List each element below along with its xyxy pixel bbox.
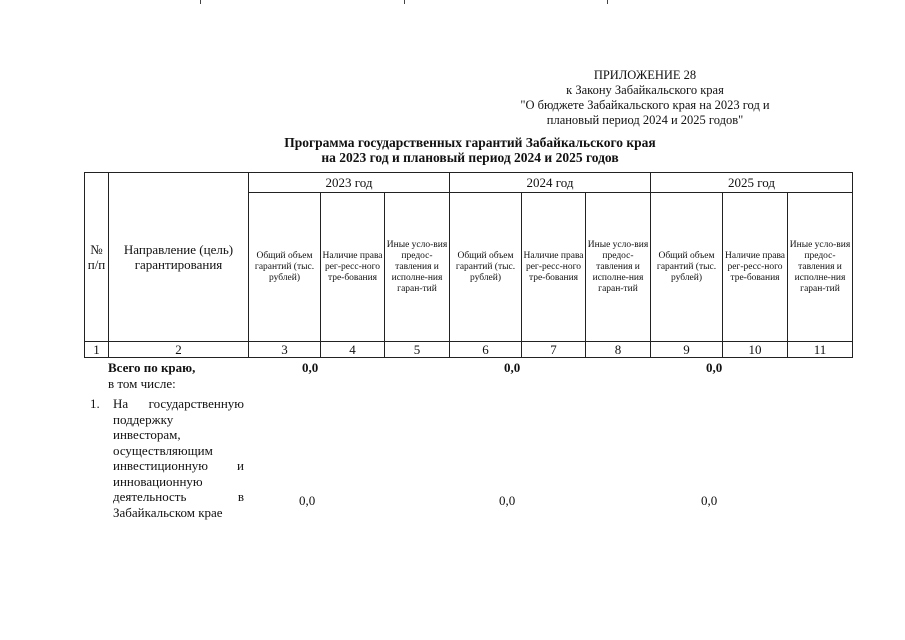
appendix-line: ПРИЛОЖЕНИЕ 28 bbox=[593, 68, 697, 82]
column-number: 1 bbox=[85, 342, 109, 358]
header-volume: Общий объем гарантий (тыс. рублей) bbox=[651, 193, 723, 342]
header-other-conditions: Иные усло-вия предос-тавления и исполне-ния гаран-тий bbox=[385, 193, 450, 342]
column-number: 5 bbox=[385, 342, 450, 358]
header-volume: Общий объем гарантий (тыс. рублей) bbox=[249, 193, 321, 342]
header-other-conditions: Иные усло-вия предос-тавления и исполне-ния гаран-тий bbox=[586, 193, 651, 342]
appendix-header bbox=[480, 68, 810, 128]
item-value-2024: 0,0 bbox=[499, 493, 516, 508]
item-value-2025: 0,0 bbox=[701, 493, 718, 508]
guarantees-table bbox=[84, 172, 853, 358]
scan-mark bbox=[404, 0, 405, 4]
appendix-line: плановый период 2024 и 2025 годов" bbox=[546, 113, 744, 127]
header-other-conditions: Иные усло-вия предос-тавления и исполне-ния гаран-тий bbox=[788, 193, 853, 342]
including-label: в том числе: bbox=[108, 376, 176, 391]
header-year-2025: 2025 год bbox=[651, 173, 853, 193]
document-title bbox=[180, 135, 760, 165]
column-number: 8 bbox=[586, 342, 651, 358]
column-number: 9 bbox=[651, 342, 723, 358]
column-number: 11 bbox=[788, 342, 853, 358]
title-line: Программа государственных гарантий Забайкальского края bbox=[284, 135, 656, 150]
column-number: 2 bbox=[109, 342, 249, 358]
title-line: на 2023 год и плановый период 2024 и 2025 годов bbox=[321, 150, 619, 165]
scan-mark bbox=[200, 0, 201, 4]
header-number: № п/п bbox=[85, 173, 109, 342]
appendix-line: к Закону Забайкальского края bbox=[566, 83, 724, 97]
item-value-2023: 0,0 bbox=[299, 493, 316, 508]
header-direction: Направление (цель) гарантирования bbox=[109, 173, 249, 342]
total-value-2023: 0,0 bbox=[302, 360, 319, 375]
total-value-2025: 0,0 bbox=[706, 360, 723, 375]
appendix-line: "О бюджете Забайкальского края на 2023 год и bbox=[520, 98, 770, 112]
header-recourse: Наличие права рег-ресс-ного тре-бования bbox=[723, 193, 788, 342]
item-number: 1. bbox=[90, 396, 100, 411]
header-volume: Общий объем гарантий (тыс. рублей) bbox=[450, 193, 522, 342]
column-number-row bbox=[85, 342, 853, 358]
column-number: 3 bbox=[249, 342, 321, 358]
column-number: 6 bbox=[450, 342, 522, 358]
scan-mark bbox=[607, 0, 608, 4]
header-recourse: Наличие права рег-ресс-ного тре-бования bbox=[522, 193, 586, 342]
total-value-2024: 0,0 bbox=[504, 360, 521, 375]
total-label: Всего по краю, bbox=[108, 360, 196, 375]
header-year-2024: 2024 год bbox=[450, 173, 651, 193]
column-number: 4 bbox=[321, 342, 385, 358]
item-direction-text: На государственную поддержку инвесторам, осуществляющим инвестиционную и инновационную деятельность в Забайкальском крае bbox=[113, 396, 244, 520]
column-number: 10 bbox=[723, 342, 788, 358]
header-year-2023: 2023 год bbox=[249, 173, 450, 193]
column-number: 7 bbox=[522, 342, 586, 358]
header-recourse: Наличие права рег-ресс-ного тре-бования bbox=[321, 193, 385, 342]
